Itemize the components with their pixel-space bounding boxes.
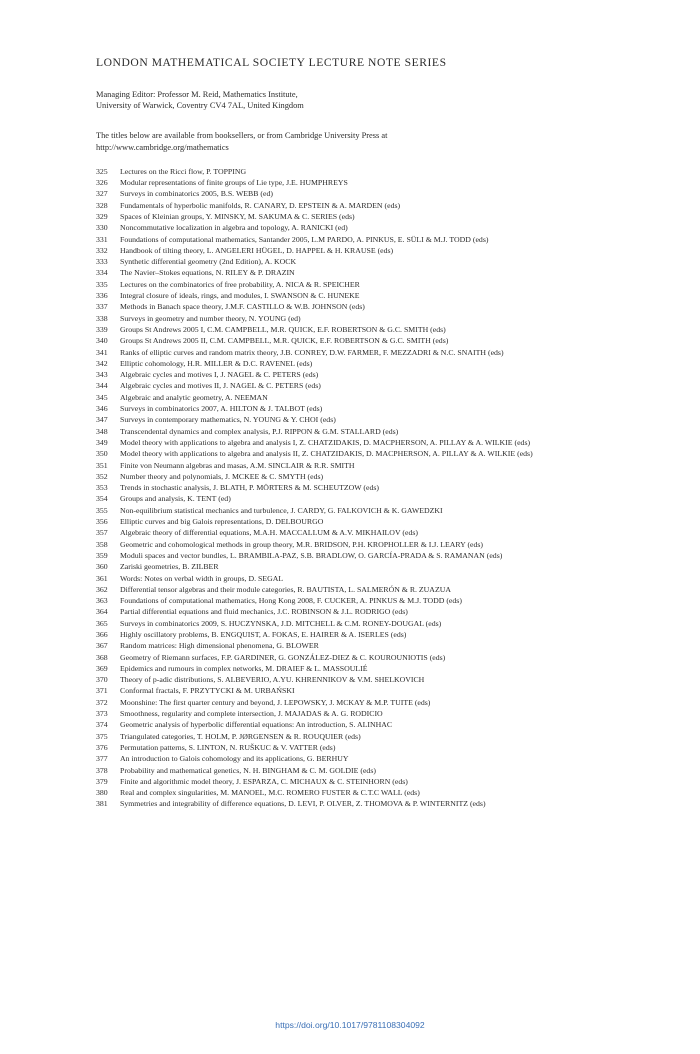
- entry-title: Partial differential equations and fluid mechanics, J.C. ROBINSON & J.L. RODRIGO (eds): [120, 607, 408, 617]
- entry-title: Surveys in combinatorics 2009, S. HUCZYNSKA, J.D. MITCHELL & C.M. RONEY-DOUGAL (eds): [120, 618, 442, 628]
- entry-title: Surveys in geometry and number theory, N. YOUNG (ed): [120, 313, 301, 323]
- list-item: [96, 527, 566, 538]
- list-item: [96, 324, 566, 335]
- entry-number: 368: [96, 652, 108, 662]
- entry-number: 351: [96, 460, 108, 470]
- entry-title: Algebraic cycles and motives I, J. NAGEL & C. PETERS (eds): [120, 370, 319, 380]
- list-item: [96, 539, 566, 550]
- list-item: [96, 267, 566, 278]
- entry-number: 377: [96, 754, 108, 764]
- entry-title: Geometry of Riemann surfaces, F.P. GARDINER, G. GONZÁLEZ-DIEZ & C. KOUROUNIOTIS (eds): [120, 652, 446, 662]
- list-item: [96, 663, 566, 674]
- entry-number: 329: [96, 212, 108, 221]
- entry-title: Fundamentals of hyperbolic manifolds, R. CANARY, D. EPSTEIN & A. MARDEN (eds): [120, 200, 401, 210]
- entry-title: Lectures on the combinatorics of free probability, A. NICA & R. SPEICHER: [120, 279, 360, 289]
- list-item: [96, 798, 566, 809]
- entry-number: 353: [96, 483, 108, 493]
- list-item: [96, 629, 566, 640]
- entry-number: 376: [96, 742, 108, 752]
- entry-number: 330: [96, 223, 108, 233]
- entry-title: Spaces of Kleinian groups, Y. MINSKY, M. SAKUMA & C. SERIES (eds): [120, 212, 355, 221]
- entry-number: 344: [96, 381, 108, 391]
- entry-title: Groups St Andrews 2005 I, C.M. CAMPBELL, M.R. QUICK, E.F. ROBERTSON & G.C. SMITH (eds): [120, 324, 446, 334]
- entry-number: 355: [96, 505, 108, 515]
- entry-title: An introduction to Galois cohomology and its applications, G. BERHUY: [120, 754, 349, 764]
- managing-editor-block: [96, 89, 566, 111]
- entry-title: Theory of p-adic distributions, S. ALBEVERIO, A.YU. KHRENNIKOV & V.M. SHELKOVICH: [120, 675, 425, 685]
- entry-number: 328: [96, 200, 108, 210]
- entry-title: Words: Notes on verbal width in groups, D. SEGAL: [120, 573, 284, 583]
- entry-number: 375: [96, 731, 108, 741]
- entry-number: 358: [96, 539, 108, 549]
- entry-number: 362: [96, 584, 108, 594]
- entry-number: 356: [96, 517, 108, 527]
- entry-title: Zariski geometries, B. ZILBER: [120, 562, 219, 572]
- entry-number: 363: [96, 596, 108, 606]
- list-item: [96, 188, 566, 199]
- entry-title: Algebraic cycles and motives II, J. NAGEL & C. PETERS (eds): [120, 381, 321, 391]
- list-item: [96, 279, 566, 290]
- entry-number: 364: [96, 607, 108, 617]
- entry-title: Algebraic and analytic geometry, A. NEEMAN: [120, 392, 268, 402]
- list-item: [96, 776, 566, 787]
- entry-title: Differential tensor algebras and their module categories, R. BAUTISTA, L. SALMERÓN & R. ZUAZUA: [120, 584, 451, 594]
- entry-title: Elliptic curves and big Galois representations, D. DELBOURGO: [120, 517, 324, 527]
- entry-title: Non-equilibrium statistical mechanics and turbulence, J. CARDY, G. FALKOVICH & K. GAWEDZKI: [120, 505, 443, 515]
- list-item: [96, 731, 566, 742]
- entry-number: 369: [96, 663, 108, 673]
- entry-number: 326: [96, 178, 108, 188]
- list-item: [96, 437, 566, 448]
- list-item: [96, 516, 566, 527]
- availability-url: http://www.cambridge.org/mathematics: [96, 142, 229, 152]
- list-item: [96, 471, 566, 482]
- entry-number: 331: [96, 234, 108, 244]
- entry-title: The Navier–Stokes equations, N. RILEY & P. DRAZIN: [120, 268, 295, 278]
- entry-number: 370: [96, 675, 108, 685]
- list-item: [96, 200, 566, 211]
- entry-title: Geometric and cohomological methods in group theory, M.R. BRIDSON, P.H. KROPHOLLER & I.J. LEARY (eds): [120, 539, 484, 549]
- entry-number: 347: [96, 415, 108, 425]
- entry-number: 372: [96, 697, 108, 707]
- list-item: [96, 708, 566, 719]
- entry-title: Moduli spaces and vector bundles, L. BRAMBILA-PAZ, S.B. BRADLOW, O. GARCÍA-PRADA & S. RAMANAN (eds): [120, 550, 503, 560]
- entry-number: 374: [96, 720, 108, 730]
- list-item: [96, 256, 566, 267]
- entry-number: 340: [96, 336, 108, 346]
- list-item: [96, 697, 566, 708]
- entry-number: 349: [96, 437, 108, 447]
- list-item: [96, 211, 566, 222]
- entry-title: Lectures on the Ricci flow, P. TOPPING: [120, 166, 247, 176]
- entry-title: Synthetic differential geometry (2nd Edition), A. KOCK: [120, 257, 297, 267]
- list-item: [96, 166, 566, 177]
- list-item: [96, 493, 566, 504]
- list-item: [96, 685, 566, 696]
- list-item: [96, 460, 566, 471]
- entry-title: Moonshine: The first quarter century and beyond, J. LEPOWSKY, J. MCKAY & M.P. TUITE (eds): [120, 697, 431, 707]
- entry-number: 381: [96, 799, 108, 809]
- entry-number: 337: [96, 302, 108, 312]
- series-title: LONDON MATHEMATICAL SOCIETY LECTURE NOTE SERIES: [96, 56, 447, 69]
- list-item: [96, 245, 566, 256]
- entry-number: 327: [96, 189, 108, 199]
- list-item: [96, 573, 566, 584]
- entry-number: 345: [96, 392, 108, 402]
- entry-number: 350: [96, 449, 108, 459]
- list-item: [96, 618, 566, 629]
- entry-number: 341: [96, 347, 108, 357]
- entry-title: Trends in stochastic analysis, J. BLATH, P. MÖRTERS & M. SCHEUTZOW (eds): [120, 483, 379, 493]
- list-item: [96, 380, 566, 391]
- entry-number: 346: [96, 404, 108, 414]
- list-item: [96, 753, 566, 764]
- entry-title: Probability and mathematical genetics, N. H. BINGHAM & C. M. GOLDIE (eds): [120, 765, 376, 775]
- entry-number: 343: [96, 370, 108, 380]
- list-item: [96, 358, 566, 369]
- list-item: [96, 606, 566, 617]
- list-item: [96, 369, 566, 380]
- availability-note: [96, 130, 566, 152]
- list-item: [96, 177, 566, 188]
- entry-title: Real and complex singularities, M. MANOEL, M.C. ROMERO FUSTER & C.T.C WALL (eds): [120, 788, 420, 798]
- list-item: [96, 584, 566, 595]
- managing-editor-address: University of Warwick, Coventry CV4 7AL, United Kingdom: [96, 101, 304, 111]
- entry-title: Modular representations of finite groups of Lie type, J.E. HUMPHREYS: [120, 178, 348, 188]
- entry-number: 352: [96, 471, 108, 481]
- entry-title: Foundations of computational mathematics, Santander 2005, L.M PARDO, A. PINKUS, E. SÜLI & M.J. TODD (eds): [120, 234, 489, 244]
- entry-number: 335: [96, 279, 108, 289]
- entry-title: Number theory and polynomials, J. MCKEE & C. SMYTH (eds): [120, 471, 324, 481]
- entry-number: 371: [96, 686, 108, 696]
- entry-number: 366: [96, 629, 108, 639]
- entry-title: Geometric analysis of hyperbolic differential equations: An introduction, S. ALINHAC: [120, 720, 393, 730]
- list-item: [96, 234, 566, 245]
- entry-number: 367: [96, 641, 108, 651]
- list-item: [96, 674, 566, 685]
- list-item: [96, 301, 566, 312]
- entry-title: Symmetries and integrability of difference equations, D. LEVI, P. OLVER, Z. THOMOVA & P. WINTERNITZ (eds): [120, 799, 486, 809]
- list-item: [96, 335, 566, 346]
- list-item: [96, 222, 566, 233]
- list-item: [96, 640, 566, 651]
- entry-title: Surveys in combinatorics 2005, B.S. WEBB (ed): [120, 189, 273, 199]
- entry-title: Permutation patterns, S. LINTON, N. RUŠKUC & V. VATTER (eds): [120, 742, 336, 752]
- list-item: [96, 550, 566, 561]
- entry-number: 359: [96, 550, 108, 560]
- list-item: [96, 482, 566, 493]
- entry-number: 379: [96, 776, 108, 786]
- list-item: [96, 652, 566, 663]
- entry-number: 334: [96, 268, 108, 278]
- entry-number: 338: [96, 313, 108, 323]
- list-item: [96, 414, 566, 425]
- entry-title: Groups St Andrews 2005 II, C.M. CAMPBELL, M.R. QUICK, E.F. ROBERTSON & G.C. SMITH (eds): [120, 336, 449, 346]
- entry-title: Ranks of elliptic curves and random matrix theory, J.B. CONREY, D.W. FARMER, F. MEZZADRI & N.C. SNAITH (eds): [120, 347, 504, 357]
- managing-editor-line: Managing Editor: Professor M. Reid, Mathematics Institute,: [96, 90, 298, 99]
- list-item: [96, 426, 566, 437]
- entry-number: 336: [96, 291, 108, 301]
- list-item: [96, 595, 566, 606]
- entry-title: Foundations of computational mathematics, Hong Kong 2008, F. CUCKER, A. PINKUS & M.J. TODD (eds): [120, 596, 462, 606]
- document-page: [96, 56, 566, 810]
- entry-number: 360: [96, 562, 108, 572]
- list-item: [96, 719, 566, 730]
- title-list: [96, 166, 566, 810]
- entry-title: Finite and algorithmic model theory, J. ESPARZA, C. MICHAUX & C. STEINHORN (eds): [120, 776, 408, 786]
- entry-title: Surveys in contemporary mathematics, N. YOUNG & Y. CHOI (eds): [120, 415, 336, 425]
- entry-title: Conformal fractals, F. PRZYTYCKI & M. URBAŃSKI: [120, 686, 295, 696]
- entry-title: Methods in Banach space theory, J.M.F. CASTILLO & W.B. JOHNSON (eds): [120, 302, 365, 312]
- entry-number: 373: [96, 709, 108, 719]
- entry-number: 342: [96, 358, 108, 368]
- entry-title: Epidemics and rumours in complex networks, M. DRAIEF & L. MASSOULIÉ: [120, 663, 368, 673]
- list-item: [96, 403, 566, 414]
- entry-title: Transcendental dynamics and complex analysis, P.J. RIPPON & G.M. STALLARD (eds): [120, 426, 399, 436]
- entry-title: Triangulated categories, T. HOLM, P. JØRGENSEN & R. ROUQUIER (eds): [120, 731, 361, 741]
- entry-number: 348: [96, 426, 108, 436]
- entry-title: Surveys in combinatorics 2007, A. HILTON & J. TALBOT (eds): [120, 404, 323, 414]
- entry-title: Random matrices: High dimensional phenomena, G. BLOWER: [120, 641, 319, 651]
- entry-title: Noncommutative localization in algebra and topology, A. RANICKI (ed): [120, 223, 348, 233]
- entry-number: 333: [96, 257, 108, 267]
- list-item: [96, 765, 566, 776]
- list-item: [96, 505, 566, 516]
- entry-title: Groups and analysis, K. TENT (ed): [120, 494, 231, 504]
- list-item: [96, 448, 566, 459]
- entry-number: 325: [96, 166, 108, 176]
- entry-number: 380: [96, 788, 108, 798]
- entry-title: Handbook of tilting theory, L. ANGELERI HÜGEL, D. HAPPEL & H. KRAUSE (eds): [120, 245, 394, 255]
- availability-line: The titles below are available from booksellers, or from Cambridge University Press at: [96, 131, 388, 141]
- entry-number: 354: [96, 494, 108, 504]
- list-item: [96, 392, 566, 403]
- entry-number: 365: [96, 618, 108, 628]
- list-item: [96, 742, 566, 753]
- list-item: [96, 561, 566, 572]
- doi-link[interactable]: https://doi.org/10.1017/9781108304092: [275, 1020, 425, 1030]
- entry-title: Highly oscillatory problems, B. ENGQUIST, A. FOKAS, E. HAIRER & A. ISERLES (eds): [120, 629, 407, 639]
- list-item: [96, 787, 566, 798]
- list-item: [96, 290, 566, 301]
- entry-number: 339: [96, 324, 108, 334]
- entry-number: 332: [96, 245, 108, 255]
- entry-title: Model theory with applications to algebra and analysis I, Z. CHATZIDAKIS, D. MACPHERSON, A. PILLAY & A. WILKIE (eds): [120, 437, 531, 447]
- entry-number: 378: [96, 765, 108, 775]
- entry-title: Model theory with applications to algebra and analysis II, Z. CHATZIDAKIS, D. MACPHERSON, A. PILLAY & A. WILKIE (eds): [120, 449, 533, 459]
- list-item: [96, 313, 566, 324]
- entry-title: Algebraic theory of differential equations, M.A.H. MACCALLUM & A.V. MIKHAILOV (eds): [120, 528, 418, 538]
- entry-number: 357: [96, 528, 108, 538]
- entry-title: Integral closure of ideals, rings, and modules, I. SWANSON & C. HUNEKE: [120, 291, 360, 301]
- entry-title: Finite von Neumann algebras and masas, A.M. SINCLAIR & R.R. SMITH: [120, 460, 355, 470]
- entry-title: Smoothness, regularity and complete intersection, J. MAJADAS & A. G. RODICIO: [120, 709, 383, 719]
- entry-number: 361: [96, 573, 108, 583]
- list-item: [96, 347, 566, 358]
- entry-title: Elliptic cohomology, H.R. MILLER & D.C. RAVENEL (eds): [120, 358, 313, 368]
